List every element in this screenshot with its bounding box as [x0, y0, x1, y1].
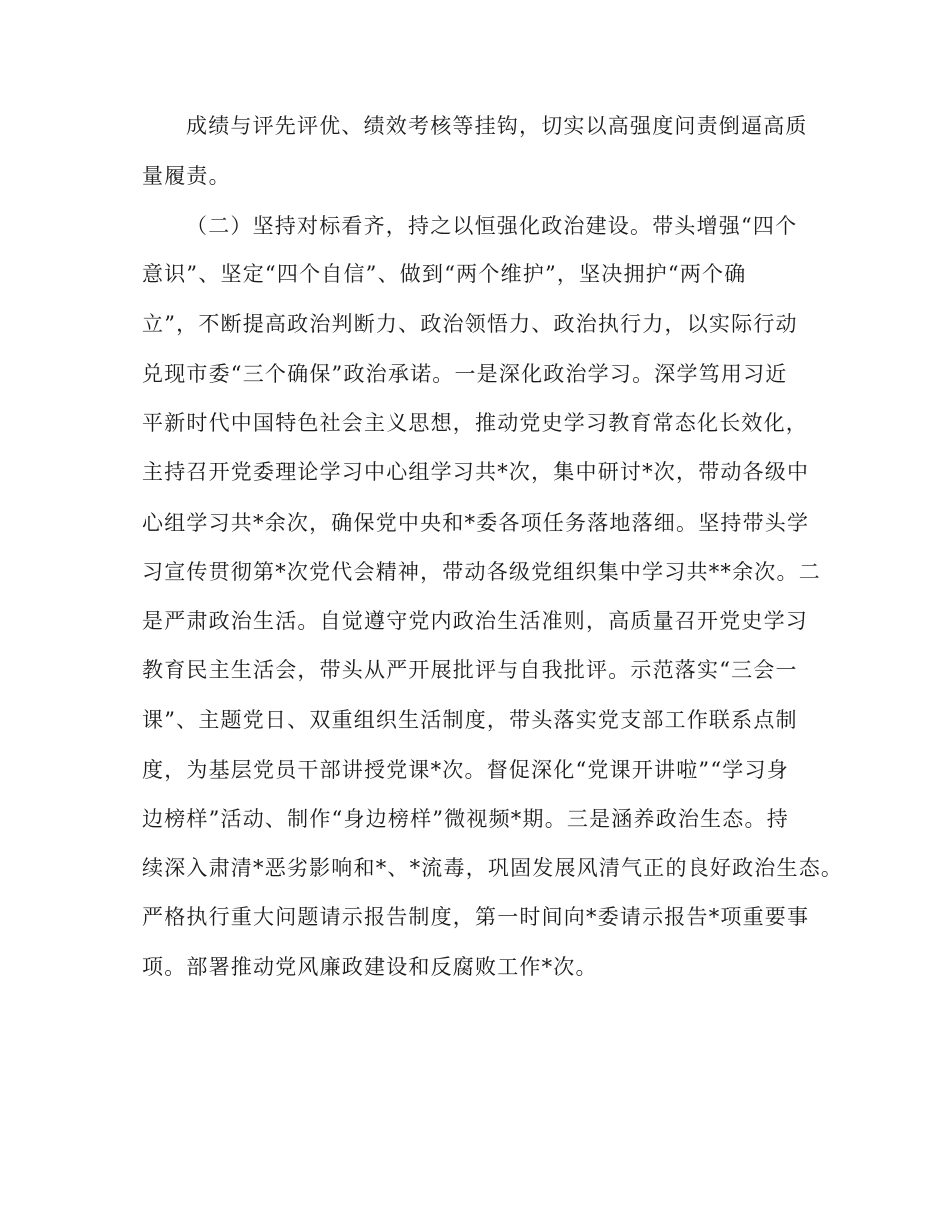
- text-line: 量履责。: [142, 164, 231, 188]
- text-line: 兑现市委“三个确保”政治承诺。一是深化政治学习。深学笃用习近: [142, 362, 788, 386]
- text-line: 心组学习共*余次，确保党中央和*委各项任务落地落细。坚持带头学: [142, 511, 810, 535]
- text-line: 习宣传贯彻第*次党代会精神，带动各级党组织集中学习共**余次。二: [142, 560, 821, 584]
- text-line: 边榜样”活动、制作“身边榜样”微视频*期。三是涵养政治生态。持: [142, 807, 789, 831]
- text-line: 课”、主题党日、双重组织生活制度，带头落实党支部工作联系点制: [142, 708, 798, 732]
- text-line: 意识”、坚定“四个自信”、做到“两个维护”，坚决拥护“两个确: [142, 262, 747, 286]
- text-line: 严格执行重大问题请示报告制度，第一时间向*委请示报告*项重要事: [142, 905, 810, 929]
- text-line: 项。部署推动党风廉政建设和反腐败工作*次。: [142, 955, 598, 979]
- text-line: 主持召开党委理论学习中心组学习共*次，集中研讨*次，带动各级中: [142, 460, 810, 484]
- text-line: 平新时代中国特色社会主义思想，推动党史学习教育常态化长效化，: [142, 411, 808, 435]
- text-line: 成绩与评先评优、绩效考核等挂钩，切实以高强度问责倒逼高质: [186, 114, 808, 138]
- text-line: 教育民主生活会，带头从严开展批评与自我批评。示范落实“三会一: [142, 658, 798, 682]
- text-line: 度，为基层党员干部讲授党课*次。督促深化“党课开讲啦”“学习身: [142, 758, 789, 782]
- text-line: 是严肃政治生活。自觉遵守党内政治生活准则，高质量召开党史学习: [142, 609, 808, 633]
- text-line: 续深入肃清*恶劣影响和*、*流毒，巩固发展风清气正的良好政治生态。: [142, 856, 844, 880]
- section-heading-line: （二）坚持对标看齐，持之以恒强化政治建设。带头增强“四个: [186, 214, 798, 238]
- text-line: 立”，不断提高政治判断力、政治领悟力、政治执行力，以实际行动: [142, 312, 798, 336]
